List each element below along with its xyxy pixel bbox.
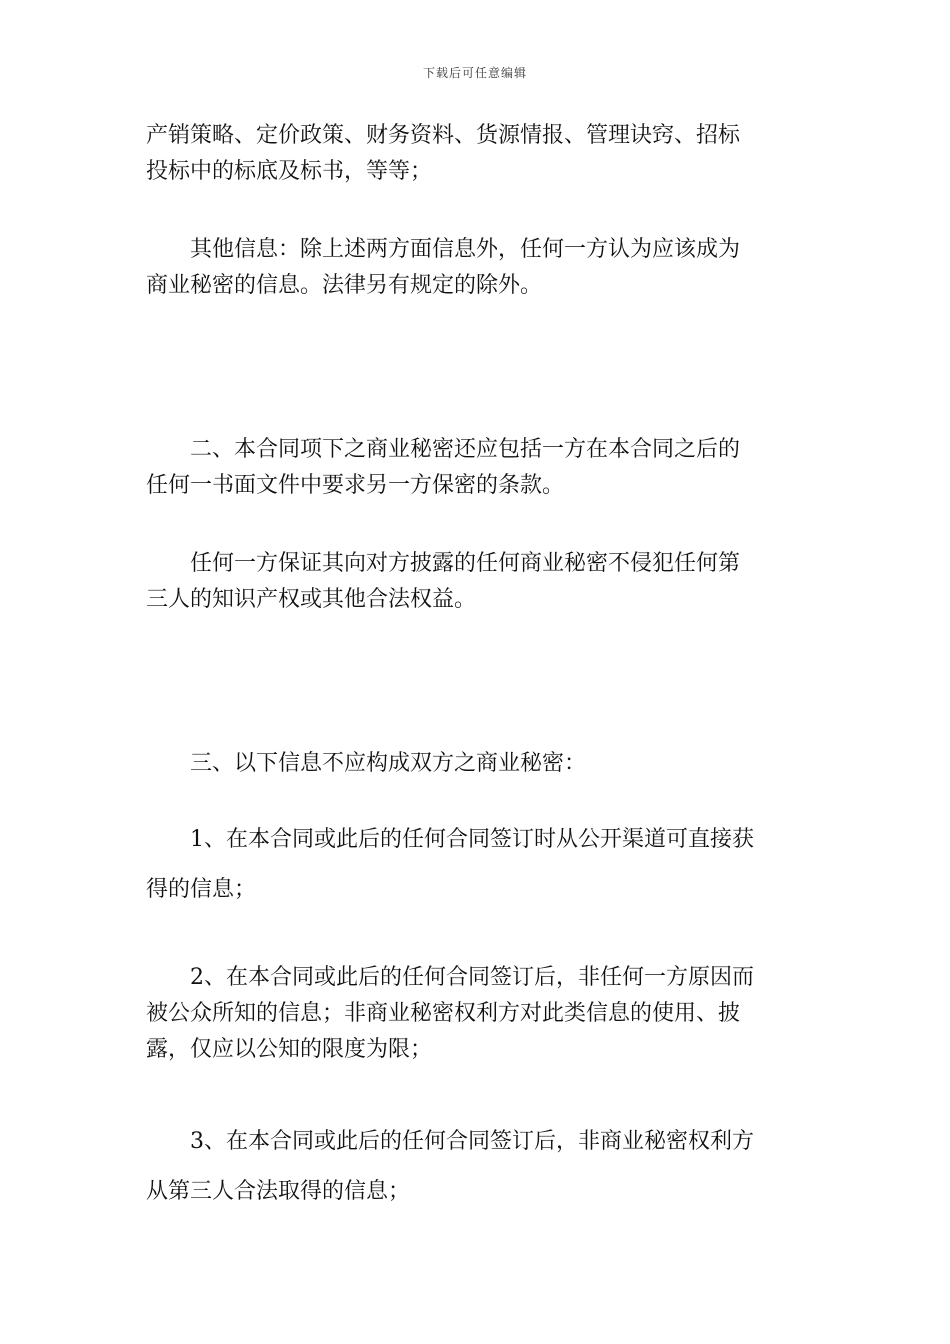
paragraph-8 <box>146 1124 806 1210</box>
paragraph-6 <box>146 822 806 908</box>
paragraph-line: 三、以下信息不应构成双方之商业秘密： <box>146 751 587 776</box>
paragraph-line: 3、在本合同或此后的任何合同签订后，非商业秘密权利方 <box>146 1129 754 1154</box>
paragraph-line: 2、在本合同或此后的任何合同签订后，非任何一方原因而 <box>146 965 754 990</box>
paragraph-line: 其他信息：除上述两方面信息外，任何一方认为应该成为 <box>146 237 741 262</box>
paragraph-line: 从第三人合法取得的信息； <box>146 1179 411 1204</box>
paragraph-line: 任何一书面文件中要求另一方保密的条款。 <box>146 473 565 498</box>
paragraph-4 <box>146 546 806 618</box>
paragraph-2 <box>146 232 806 304</box>
paragraph-1 <box>146 118 806 190</box>
paragraph-line: 任何一方保证其向对方披露的任何商业秘密不侵犯任何第 <box>146 551 741 576</box>
paragraph-line: 商业秘密的信息。法律另有规定的除外。 <box>146 273 543 298</box>
paragraph-line: 1、在本合同或此后的任何合同签订时从公开渠道可直接获 <box>146 827 754 852</box>
paragraph-line: 露，仅应以公知的限度为限； <box>146 1037 433 1062</box>
paragraph-7 <box>146 960 806 1068</box>
paragraph-line: 投标中的标底及标书，等等； <box>146 159 433 184</box>
paragraph-line: 被公众所知的信息；非商业秘密权利方对此类信息的使用、披 <box>146 1001 741 1026</box>
paragraph-line: 三人的知识产权或其他合法权益。 <box>146 587 477 612</box>
paragraph-line: 二、本合同项下之商业秘密还应包括一方在本合同之后的 <box>146 437 741 462</box>
paragraph-line: 得的信息； <box>146 877 257 902</box>
paragraph-line: 产销策略、定价政策、财务资料、货源情报、管理诀窍、招标 <box>146 123 741 148</box>
page-header: 下载后可任意编辑 <box>422 66 527 80</box>
paragraph-5 <box>146 746 806 782</box>
paragraph-3 <box>146 432 806 504</box>
